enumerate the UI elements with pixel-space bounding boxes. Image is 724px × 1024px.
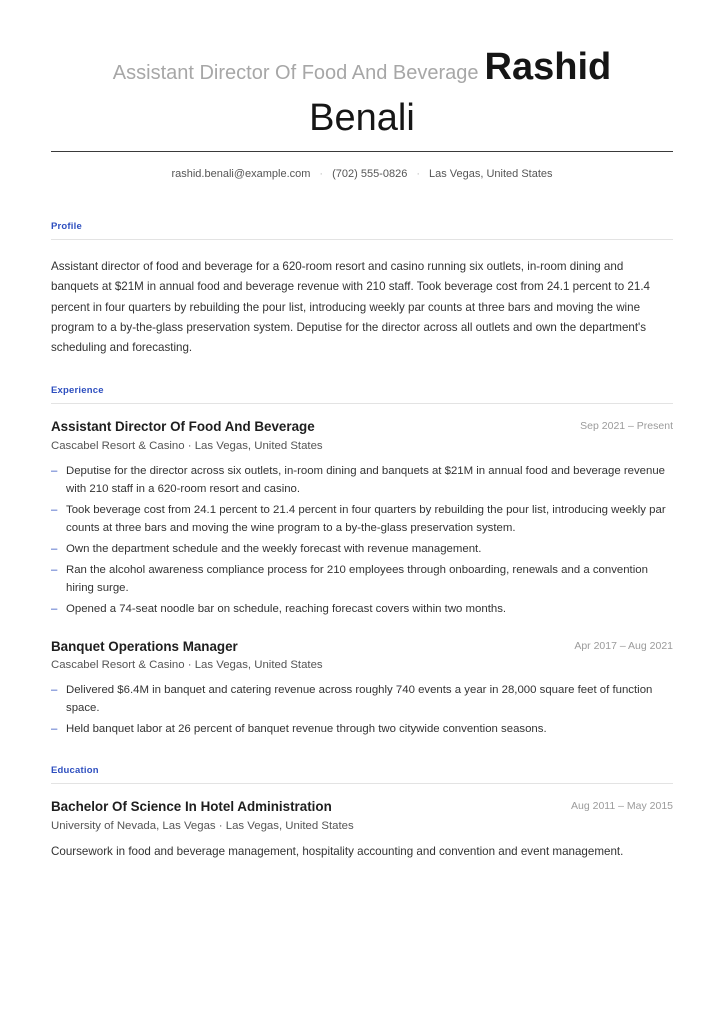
contact-line (51, 168, 673, 180)
section-heading-experience: Experience (51, 385, 673, 404)
bullet-dash: – (51, 723, 58, 735)
contact-separator: · (416, 168, 420, 180)
education-org: University of Nevada, Las Vegas · Las Vegas, United States (51, 820, 354, 832)
last-name: Benali (309, 97, 415, 139)
list-item: – Ran the alcohol awareness compliance process for 210 employees through onboarding, renewals and a convention hiring surge. (51, 561, 673, 597)
list-item: – Own the department schedule and the weekly forecast with revenue management. (51, 540, 673, 558)
first-name: Rashid (484, 46, 612, 88)
list-item: – Opened a 74-seat noodle bar on schedule, reaching forecast covers within two months. (51, 600, 673, 618)
experience-dates: Apr 2017 – Aug 2021 (574, 640, 673, 652)
bullet-dash: – (51, 603, 58, 615)
contact-location: Las Vegas, United States (429, 168, 553, 180)
experience-title: Assistant Director Of Food And Beverage (51, 419, 315, 434)
bullet-dash: – (51, 465, 58, 477)
experience-org: Cascabel Resort & Casino · Las Vegas, United States (51, 440, 323, 452)
education-dates: Aug 2011 – May 2015 (571, 800, 673, 812)
education-coursework: Coursework in food and beverage management, hospitality accounting and convention and event management. (51, 845, 624, 858)
profile-summary: Assistant director of food and beverage for a 620-room resort and casino running six outlets, in-room dining and banquets at $21M in annual food and beverage revenue with 210 staff. Took beverage cost from 24.1 percent to 21.4 percent in four quarters by rebuilding the pour list, introducing weekly par counts at three bars and moving the wine program to a by-the-glass preservation system. Deputise for the director across all outlets and own the department's scheduling and forecasting. (51, 260, 650, 355)
bullet-dash: – (51, 504, 58, 516)
experience-bullets (51, 462, 673, 621)
list-item: – Deputise for the director across six outlets, in-room dining and banquets at $21M in annual food and beverage revenue with 210 staff in a 620-room resort and casino. (51, 462, 673, 498)
header-divider (51, 151, 673, 152)
contact-email[interactable]: rashid.benali@example.com (171, 168, 311, 180)
bullet-dash: – (51, 543, 58, 555)
education-entry-title-row (51, 798, 673, 816)
list-item: – Took beverage cost from 24.1 percent to 21.4 percent in four quarters by rebuilding the pour list, introducing weekly par counts at three bars and moving the wine program to a by-the-glass preservation system. (51, 501, 673, 537)
title-line (51, 46, 673, 96)
experience-title: Banquet Operations Manager (51, 639, 238, 654)
experience-entry-title-row (51, 638, 673, 656)
resume-header (51, 46, 673, 140)
bullet-dash: – (51, 564, 58, 576)
bullet-dash: – (51, 684, 58, 696)
job-title: Assistant Director Of Food And Beverage (112, 62, 479, 84)
experience-org: Cascabel Resort & Casino · Las Vegas, United States (51, 659, 323, 671)
list-item: – Held banquet labor at 26 percent of banquet revenue through two citywide convention seasons. (51, 720, 673, 738)
contact-phone[interactable]: (702) 555-0826 (332, 168, 408, 180)
education-degree: Bachelor Of Science In Hotel Administration (51, 799, 332, 814)
contact-separator: · (319, 168, 324, 180)
experience-dates: Sep 2021 – Present (580, 420, 673, 432)
experience-entry-title-row (51, 418, 673, 436)
experience-bullets (51, 681, 673, 741)
list-item: – Delivered $6.4M in banquet and catering revenue across roughly 740 events a year in 28,000 square feet of function space. (51, 681, 673, 717)
section-heading-education: Education (51, 765, 673, 784)
section-heading-profile: Profile (51, 221, 673, 240)
